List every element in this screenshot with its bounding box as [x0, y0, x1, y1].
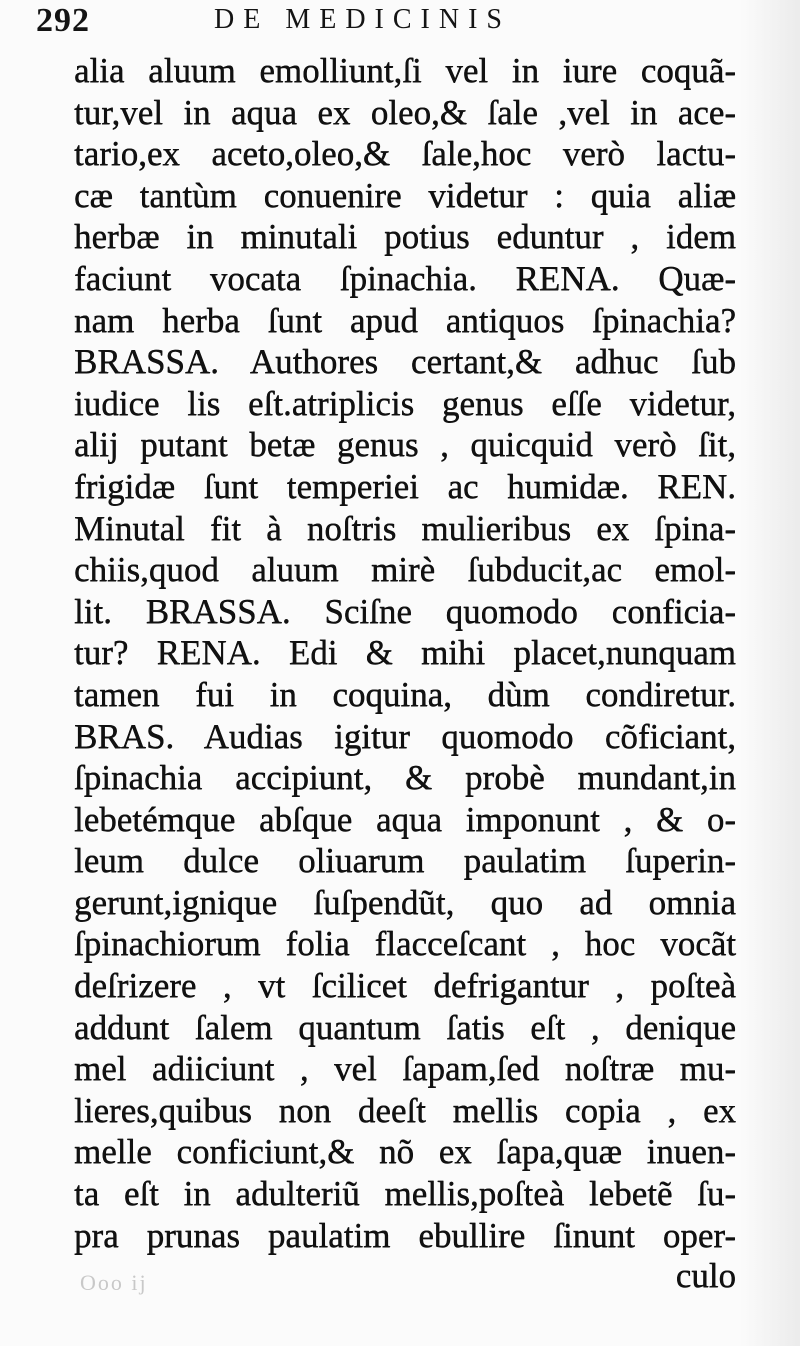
text-line: alia aluum emolliunt,ſi vel in iure coquã- [74, 51, 736, 90]
page-footer [74, 1256, 736, 1306]
text-line: ta eſt in adulteriũ mellis,poſteà lebetẽ ſu- [74, 1174, 736, 1214]
text-line: lit. BRASSA. Sciſne quomodo conficia- [74, 591, 736, 631]
catchword: culo [675, 1256, 736, 1295]
page-header [36, 0, 716, 40]
text-line: ſpinachiorum folia flacceſcant , hoc vocãt [74, 924, 736, 964]
text-line: lebetémque abſque aqua imponunt , & o- [74, 799, 736, 839]
text-line: cæ tantùm conuenire videtur : quia aliæ [74, 175, 736, 215]
running-head: DE MEDICINIS [214, 4, 511, 35]
body-text [74, 50, 736, 1256]
text-line: faciunt vocata ſpinachia. RENA. Quæ- [74, 258, 736, 298]
text-line: pra prunas paulatim ebullire ſinunt oper- [74, 1215, 736, 1255]
page-number: 292 [36, 2, 90, 39]
text-line: mel adiiciunt , vel ſapam,ſed noſtræ mu- [74, 1049, 736, 1089]
text-line: herbæ in minutali potius eduntur , idem [74, 217, 736, 257]
text-line: deſrizere , vt ſcilicet defrigantur , poſteà [74, 966, 736, 1006]
text-line: chiis,quod aluum mirè ſubducit,ac emol- [74, 550, 736, 590]
text-line: tur? RENA. Edi & mihi placet,nunquam [74, 633, 736, 673]
text-line: alij putant betæ genus , quicquid verò ſit, [74, 425, 736, 465]
text-line: addunt ſalem quantum ſatis eſt , denique [74, 1007, 736, 1047]
text-line: BRASSA. Authores certant,& adhuc ſub [74, 342, 736, 382]
text-line: lieres,quibus non deeſt mellis copia , ex [74, 1090, 736, 1130]
text-line: gerunt,ignique ſuſpendũt, quo ad omnia [74, 882, 736, 922]
text-line: Minutal fit à noſtris mulieribus ex ſpina- [74, 508, 736, 548]
page-gutter-shadow [740, 0, 800, 1346]
text-line: leum dulce oliuarum paulatim ſuperin- [74, 841, 736, 881]
text-line: tur,vel in aqua ex oleo,& ſale ,vel in ace- [74, 92, 736, 132]
text-line: tamen fui in coquina, dùm condiretur. [74, 674, 736, 714]
text-line: frigidæ ſunt temperiei ac humidæ. REN. [74, 466, 736, 506]
text-line: nam herba ſunt apud antiquos ſpinachia? [74, 300, 736, 340]
signature-mark: Ooo ij [80, 1270, 148, 1295]
text-line: BRAS. Audias igitur quomodo cõficiant, [74, 716, 736, 756]
text-line: iudice lis eſt.atriplicis genus eſſe videtur, [74, 383, 736, 423]
text-line: ſpinachia accipiunt, & probè mundant,in [74, 758, 736, 798]
text-line: tario,ex aceto,oleo,& ſale,hoc verò lactu- [74, 134, 736, 174]
text-line: melle conficiunt,& nõ ex ſapa,quæ inuen- [74, 1132, 736, 1172]
